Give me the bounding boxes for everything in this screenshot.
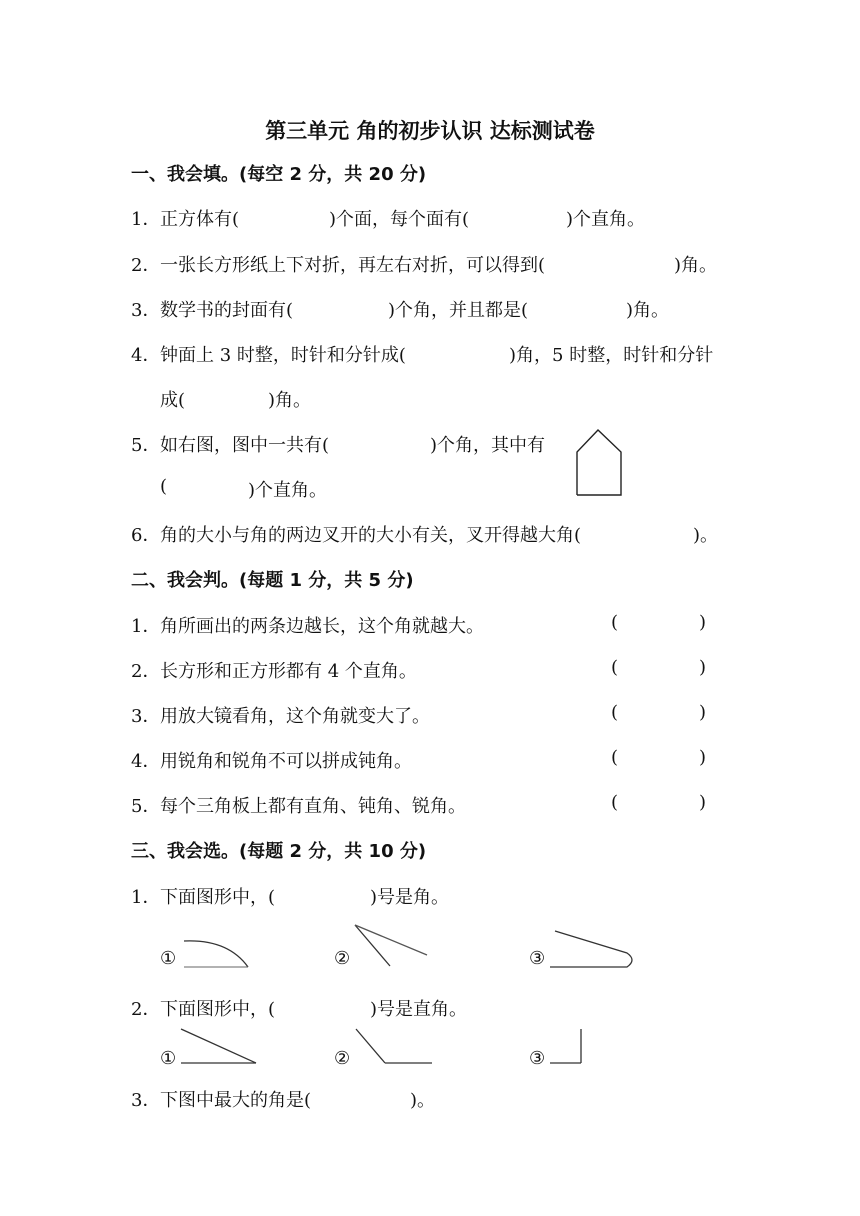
question-text: )。 <box>693 525 719 546</box>
pentagon-house-figure <box>575 428 625 498</box>
question-text: 下面图形中，( <box>160 999 276 1020</box>
option-label-2: ② <box>334 1048 351 1069</box>
question-number: 5． <box>131 435 161 456</box>
question-text: 钟面上 3 时整，时针和分针成( <box>160 345 406 366</box>
answer-paren-right: ) <box>699 657 707 678</box>
question-text: 每个三角板上都有直角、钝角、锐角。 <box>160 796 466 817</box>
question-number: 3． <box>131 706 161 727</box>
question-text: 角所画出的两条边越长，这个角就越大。 <box>160 616 484 637</box>
section-heading-fill: 一、我会填。(每空 2 分，共 20 分) <box>131 164 427 185</box>
question-text: )角，5 时整，时针和分针 <box>509 345 714 366</box>
question-number: 5． <box>131 796 161 817</box>
question-number: 1． <box>131 209 161 230</box>
answer-paren-left: ( <box>611 657 619 678</box>
question-text: )个直角。 <box>566 209 646 230</box>
right-angle-figure <box>547 1026 587 1068</box>
angle-figure <box>350 920 435 970</box>
question-text: 下图中最大的角是( <box>160 1090 312 1111</box>
question-text: 用锐角和锐角不可以拼成钝角。 <box>160 751 412 772</box>
answer-paren-right: ) <box>699 747 707 768</box>
question-number: 1． <box>131 616 161 637</box>
question-text: )。 <box>410 1090 436 1111</box>
question-text: )角。 <box>268 390 312 411</box>
question-number: 1． <box>131 887 161 908</box>
answer-paren-left: ( <box>611 702 619 723</box>
question-text: 如右图，图中一共有( <box>160 435 330 456</box>
question-text: )角。 <box>674 255 718 276</box>
question-text: 正方体有( <box>160 209 240 230</box>
question-text: ( <box>160 476 168 497</box>
answer-paren-left: ( <box>611 612 619 633</box>
question-number: 3． <box>131 300 161 321</box>
obtuse-angle-figure <box>352 1026 437 1068</box>
question-number: 4． <box>131 751 161 772</box>
question-text: 成( <box>160 390 186 411</box>
question-number: 4． <box>131 345 161 366</box>
option-label-3: ③ <box>529 948 546 969</box>
question-text: 下面图形中，( <box>160 887 276 908</box>
option-label-1: ① <box>160 1048 177 1069</box>
question-number: 3． <box>131 1090 161 1111</box>
option-label-1: ① <box>160 948 177 969</box>
answer-paren-right: ) <box>699 612 707 633</box>
question-number: 6． <box>131 525 161 546</box>
option-label-2: ② <box>334 948 351 969</box>
question-text: )个直角。 <box>248 480 328 501</box>
question-text: 用放大镜看角，这个角就变大了。 <box>160 706 430 727</box>
curved-wedge-figure <box>545 926 640 971</box>
question-number: 2． <box>131 661 161 682</box>
question-text: )个角，并且都是( <box>388 300 529 321</box>
answer-paren-right: ) <box>699 702 707 723</box>
page-title: 第三单元 角的初步认识 达标测试卷 <box>265 119 595 143</box>
arc-figure <box>180 935 255 970</box>
question-number: 2． <box>131 255 161 276</box>
question-number: 2． <box>131 999 161 1020</box>
question-text: 数学书的封面有( <box>160 300 294 321</box>
question-text: 一张长方形纸上下对折，再左右对折，可以得到( <box>160 255 546 276</box>
question-text: 角的大小与角的两边叉开的大小有关，叉开得越大角( <box>160 525 582 546</box>
section-heading-choose: 三、我会选。(每题 2 分，共 10 分) <box>131 841 427 862</box>
question-text: )个角，其中有 <box>430 435 546 456</box>
acute-angle-figure <box>178 1026 260 1068</box>
section-heading-judge: 二、我会判。(每题 1 分，共 5 分) <box>131 570 414 591</box>
answer-paren-left: ( <box>611 747 619 768</box>
option-label-3: ③ <box>529 1048 546 1069</box>
question-text: 长方形和正方形都有 4 个直角。 <box>160 661 417 682</box>
question-text: )号是角。 <box>370 887 450 908</box>
question-text: )角。 <box>626 300 670 321</box>
answer-paren-right: ) <box>699 792 707 813</box>
question-text: )个面，每个面有( <box>329 209 470 230</box>
answer-paren-left: ( <box>611 792 619 813</box>
question-text: )号是直角。 <box>370 999 468 1020</box>
